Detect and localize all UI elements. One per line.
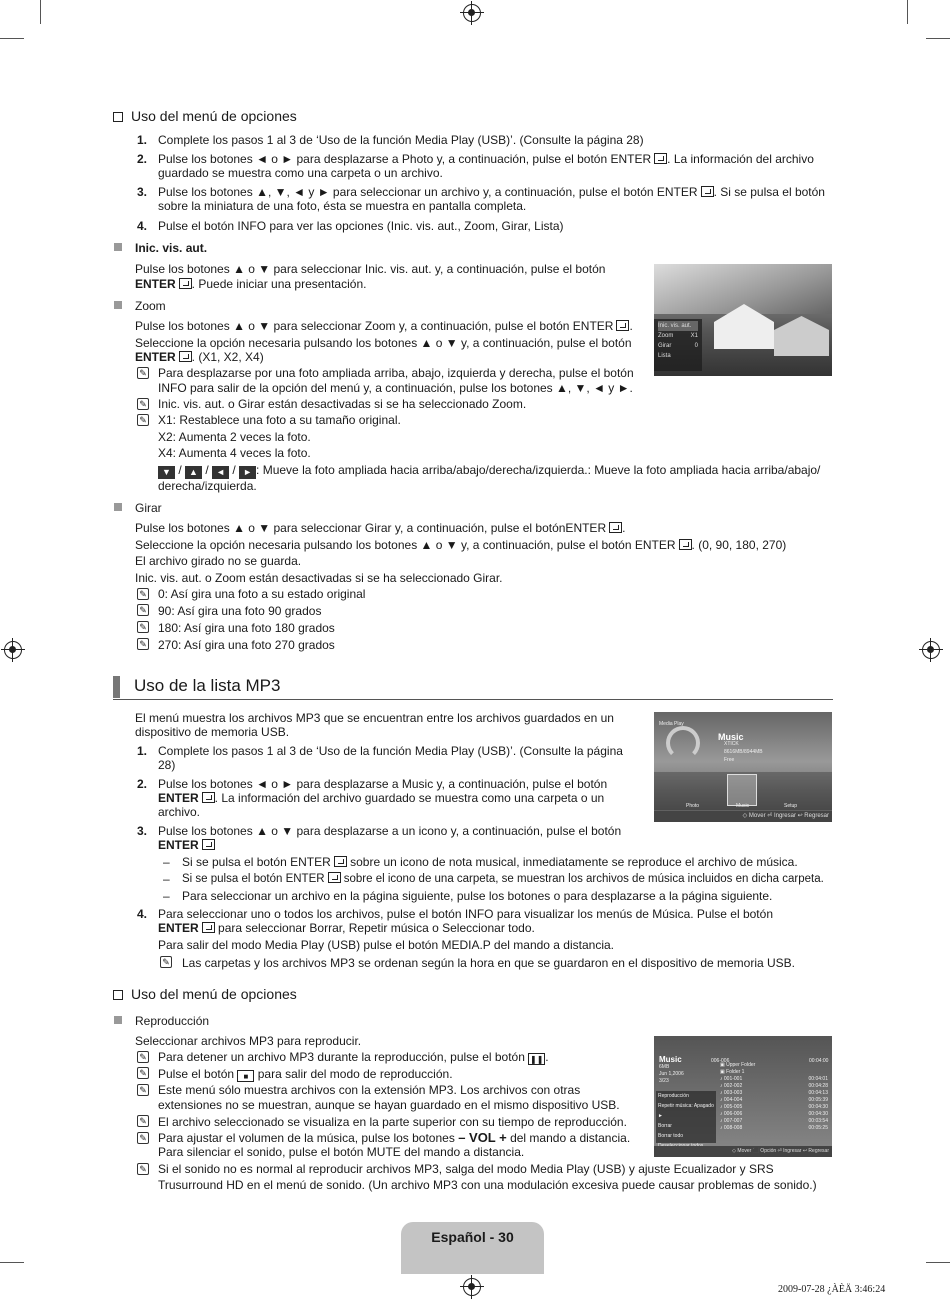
print-stamp: 2009-07-28 ¿ÀÈÄ 3:46:24 [778,1284,886,1295]
step-text: sobre la miniatura de una foto, ésta se muestra en pantalla completa. [158,199,527,213]
note-text: El archivo seleccionado se visualiza en la parte superior con su tiempo de reproducción. [158,1115,627,1129]
file-row[interactable]: ♪ 005-005 00:04:30 [720,1104,828,1110]
step-number: 2. [137,777,148,791]
registration-mark-icon [463,4,481,22]
crop-mark [0,38,24,39]
note-text: Para silenciar el sonido, pulse el botón MUTE del mando a distancia. [158,1145,525,1159]
crop-mark [926,1262,950,1263]
registration-mark-icon [4,641,22,659]
body-text: Inic. vis. aut. o Zoom están desactivadas si se ha seleccionado Girar. [135,571,503,585]
step-text: ENTER [158,837,215,853]
note-text: derecha/izquierda. [158,479,257,493]
folder-row[interactable]: ▣ Upper Folder [720,1062,756,1068]
section-title: Uso de la lista MP3 [134,676,281,695]
file-row[interactable]: ♪ 001-001 00:04:01 [720,1076,828,1082]
enter-icon [701,186,714,197]
enter-icon [179,278,192,289]
body-text: Pulse los botones ▲ o ▼ para seleccionar Inic. vis. aut. y, a continuación, pulse el botón [135,262,606,276]
note-text: X4: Aumenta 4 veces la foto. [158,446,311,460]
note-text: ▼ / ▲ / ◄ / ► : Mueve la foto ampliada hacia arriba/abajo/derecha/izquierda.: Mueve la foto ampliada hacia arriba/abajo/ [158,462,820,479]
note-text: INFO para salir de la opción del menú y, a continuación, pulse los botones ▲, ▼, ◄ y ►. [158,381,633,395]
note-text: Para ajustar el volumen de la música, pulse los botones – VOL + del mando a distancia. [158,1130,631,1145]
note-text: 180: Así gira una foto 180 grados [158,621,335,635]
playlist-screenshot: Music 6MB Jun 1,2006 3/23 006-006 00:04:00 ▣ Upper Folder ▣ Folder 1 ♪ 001-001 00:04:01 ♪ 002-002 00:04:28 ♪ 003-003 00:04:13 ♪ 004-004 00:05:39 ♪ 005-005 00:04:30 ♪ 006-006 00:04:30 ♪ 007-007 00:03:54 ♪ 008-008 00:05:25 Reproducción Repetir música: Apagado ► Borrar Borrar todo ◇ Mover ⬛ Opción ⏎ Ingresar ↩ Regresar [654,1036,832,1157]
checkbox-icon [113,990,123,1000]
bullet-square-icon [114,301,122,309]
step-number: 1. [137,744,148,758]
step-text: Complete los pasos 1 al 3 de ‘Uso de la función Media Play (USB)’. (Consulte la página [158,744,623,758]
step-text: Complete los pasos 1 al 3 de ‘Uso de la función Media Play (USB)’. (Consulte la página 28) [158,133,644,147]
step-number: 3. [137,824,148,838]
step-number: 4. [137,907,148,921]
enter-icon [202,922,215,933]
enter-icon [202,792,215,803]
note-icon: ✎ [137,1051,149,1063]
body-text: dispositivo de memoria USB. [135,725,290,739]
note-icon: ✎ [137,621,149,633]
note-icon: ✎ [137,1084,149,1096]
enter-icon [179,351,192,362]
arrow-down-icon: ▼ [158,466,175,479]
note-text: Las carpetas y los archivos MP3 se ordenan según la hora en que se guardaron en el dispositivo de memoria USB. [182,956,796,970]
enter-icon [679,539,692,550]
note-icon: ✎ [160,956,172,968]
step-text: archivo. [158,805,201,819]
crop-mark [926,38,950,39]
note-text: Pulse el botón ■ para salir del modo de reproducción. [158,1067,453,1081]
note-text: Este menú sólo muestra archivos con la extensión MP3. Los archivos con otras [158,1083,581,1097]
subheading: Girar [135,501,162,515]
file-row[interactable]: ♪ 002-002 00:04:28 [720,1083,828,1089]
body-text: Seleccione la opción necesaria pulsando los botones ▲ o ▼ y, a continuación, pulse el botón [135,336,632,350]
note-text: X1: Restablece una foto a su tamaño original. [158,413,401,427]
step-text: Para seleccionar uno o todos los archivos, pulse el botón INFO para visualizar los menús de Música. Pulse el botón [158,907,773,921]
step-text: ENTER para seleccionar Borrar, Repetir música o Seleccionar todo. [158,921,535,935]
step-text: Pulse los botones ▲ o ▼ para desplazarse a un icono y, a continuación, pulse el botón [158,824,622,838]
note-icon: ✎ [137,1115,149,1127]
file-row[interactable]: ♪ 006-006 00:04:30 [720,1111,828,1117]
note-text: 90: Así gira una foto 90 grados [158,604,322,618]
note-icon: ✎ [137,604,149,616]
section-heading [113,108,297,124]
note-icon: ✎ [137,1067,149,1079]
note-icon: ✎ [137,414,149,426]
body-text: Pulse los botones ▲ o ▼ para seleccionar Girar y, a continuación, pulse el botónENTER . [135,521,626,535]
note-text: extensiones no se muestran, aunque se hayan guardado en el mismo dispositivo USB. [158,1098,620,1112]
subheading: Zoom [135,299,166,313]
step-text: guardado se muestra como una carpeta o un archivo. [158,166,443,180]
body-text: El menú muestra los archivos MP3 que se encuentran entre los archivos guardados en un [135,711,614,725]
step-text: Pulse los botones ◄ o ► para desplazarse a Music y, a continuación, pulse el botón [158,777,608,791]
page-number: Español - 30 [431,1229,514,1245]
note-text: Trusurround HD en el menú de sonido. (Un archivo MP3 con una modulación excesiva puede causar problemas de sonido.) [158,1178,817,1192]
note-text: 0: Así gira una foto a su estado original [158,587,366,601]
note-icon: ✎ [137,398,149,410]
note-icon: ✎ [137,367,149,379]
enter-icon [334,856,347,867]
note-icon: ✎ [137,588,149,600]
file-row[interactable]: ♪ 008-008 00:05:25 [720,1125,828,1131]
body-text: ENTER . (X1, X2, X4) [135,350,264,364]
step-text: ENTER . La información del archivo guardado se muestra como una carpeta o un [158,791,605,805]
body-text: Seleccionar archivos MP3 para reproducir. [135,1034,362,1048]
heading-text: Uso del menú de opciones [131,108,297,124]
dash: – [163,855,170,869]
note-text: X2: Aumenta 2 veces la foto. [158,430,311,444]
photo-screenshot [654,264,832,376]
dash: – [163,889,170,903]
bullet-square-icon [114,1016,122,1024]
dash: – [163,872,170,886]
file-row[interactable]: ♪ 003-003 00:04:13 [720,1090,828,1096]
checkbox-icon [113,112,123,122]
section-bar [113,676,120,698]
dash-text: Si se pulsa el botón ENTER sobre el icono de una carpeta, se muestran los archivos de música incluidos en dicha carpeta. [182,873,824,885]
note-icon: ✎ [137,638,149,650]
folder-row[interactable]: ▣ Folder 1 [720,1069,745,1075]
step-number: 3. [137,185,148,199]
file-row[interactable]: ♪ 007-007 00:03:54 [720,1118,828,1124]
subheading: Reproducción [135,1014,210,1028]
enter-icon [654,153,667,164]
section-rule [113,699,833,700]
body-text: ENTER . Puede iniciar una presentación. [135,277,367,291]
arrow-left-icon: ◄ [212,466,229,479]
vol-icon: – VOL + [458,1130,507,1145]
step-number: 2. [137,152,148,166]
note-icon: ✎ [137,1132,149,1144]
arrow-up-icon: ▲ [185,466,202,479]
crop-mark [0,1262,24,1263]
step-text: 28) [158,758,176,772]
crop-mark [40,0,41,24]
step-text: Pulse el botón INFO para ver las opciones (Inic. vis. aut., Zoom, Girar, Lista) [158,219,564,233]
step-text: Pulse los botones ▲, ▼, ◄ y ► para seleccionar un archivo y, a continuación, pulse el botón ENTER . Si se pulsa el botón [158,185,825,199]
subheading: Inic. vis. aut. [135,241,208,255]
note-text: Si el sonido no es normal al reproducir archivos MP3, salga del modo Media Play (USB) y ajuste Ecualizador y SRS [158,1162,774,1176]
enter-icon [202,839,215,850]
crop-mark [907,0,908,24]
note-icon: ✎ [137,1163,149,1175]
dash-text: Para seleccionar un archivo en la página siguiente, pulse los botones o para desplazarse a la página siguiente. [182,889,773,903]
file-row[interactable]: ♪ 004-004 00:05:39 [720,1097,828,1103]
enter-icon [609,522,622,533]
body-text: Seleccione la opción necesaria pulsando los botones ▲ o ▼ y, a continuación, pulse el botón ENTER . (0, 90, 180, 270) [135,538,787,552]
body-text: Pulse los botones ▲ o ▼ para seleccionar Zoom y, a continuación, pulse el botón ENTER . [135,319,633,333]
section-heading [113,986,297,1002]
note-text: Inic. vis. aut. o Girar están desactivadas si se ha seleccionado Zoom. [158,397,527,411]
pause-icon: ❚❚ [530,1055,544,1064]
registration-mark-icon [922,641,940,659]
dash-text: Si se pulsa el botón ENTER sobre un icono de nota musical, inmediatamente se reproduce el archivo de música. [182,855,798,869]
step-number: 1. [137,133,148,147]
stop-icon: ■ [237,1070,254,1082]
heading-text: Uso del menú de opciones [131,986,297,1002]
arrow-right-icon: ► [239,466,256,479]
step-text: Pulse los botones ◄ o ► para desplazarse a Photo y, a continuación, pulse el botón ENTER . La información del archivo [158,152,814,166]
osd-menu: Inic. vis. aut. Zoom X1 Girar 0 Lista [654,319,702,371]
music-screenshot: Media Play Music XTICK 8616MB/8944MB Free Photo Music Setup ◇ Mover ⏎ Ingresar ↩ Regresar [654,712,832,822]
step-text: Para salir del modo Media Play (USB) pulse el botón MEDIA.P del mando a distancia. [158,938,615,952]
step-number: 4. [137,219,148,233]
enter-icon [616,320,629,331]
body-text: El archivo girado no se guarda. [135,554,302,568]
note-text: Para detener un archivo MP3 durante la reproducción, pulse el botón ❚❚ . [158,1050,549,1064]
bullet-square-icon [114,243,122,251]
note-text: 270: Así gira una foto 270 grados [158,638,335,652]
bullet-square-icon [114,503,122,511]
enter-icon [328,872,341,883]
registration-mark-icon [463,1278,481,1296]
note-text: Para desplazarse por una foto ampliada arriba, abajo, izquierda y derecha, pulse el botón [158,366,634,380]
